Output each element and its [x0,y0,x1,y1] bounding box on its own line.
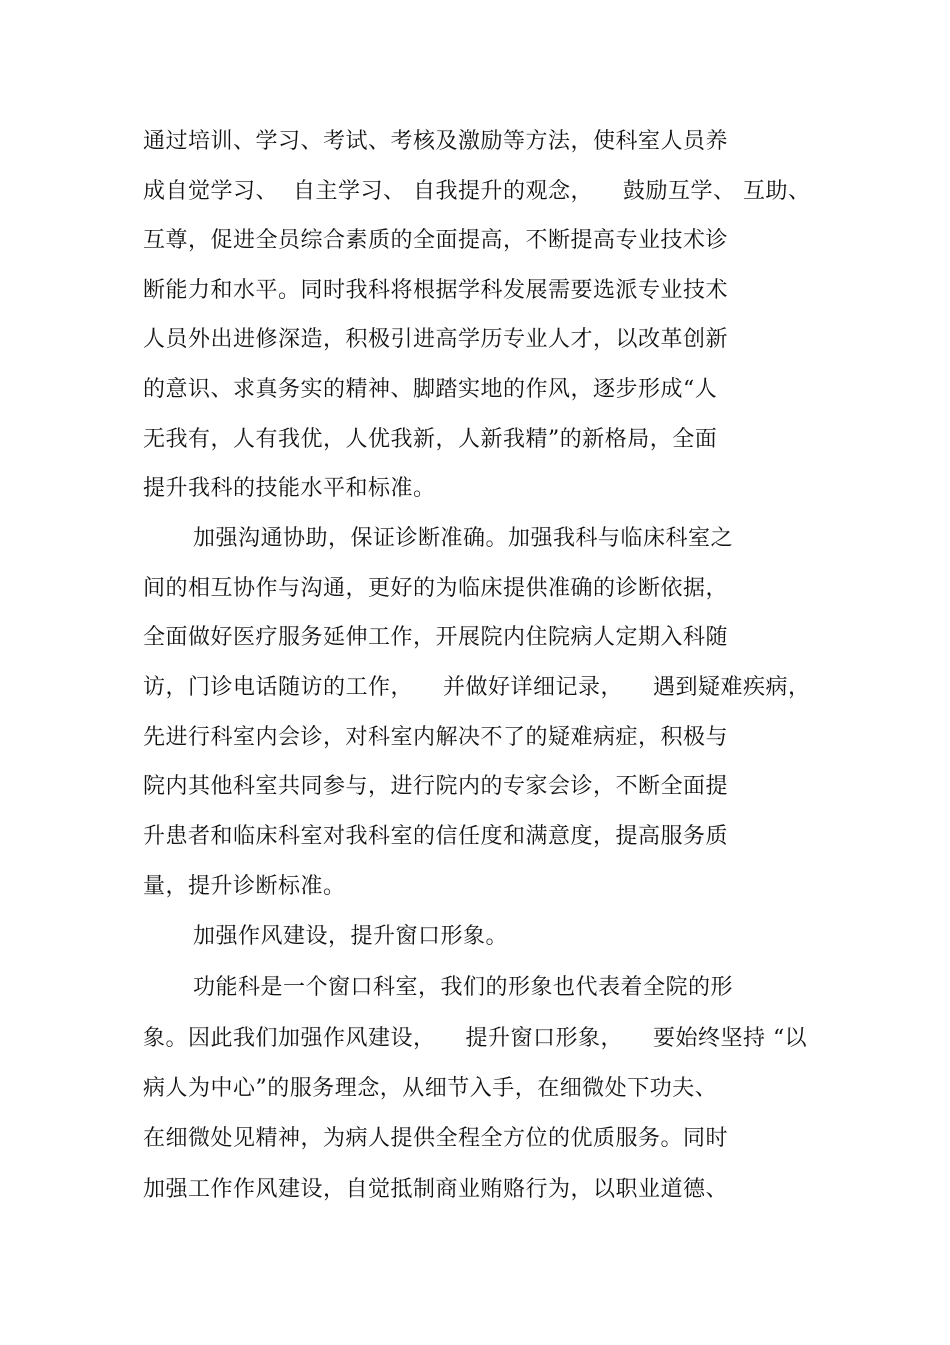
text-line: 全面做好医疗服务延伸工作，开展院内住院病人定期入科随 [143,625,729,650]
text-line: 间的相互协作与沟通，更好的为临床提供准确的诊断依据， [143,576,729,601]
text-line: 成自觉学习、 自主学习、 自我提升的观念， 鼓励互学、 互助、 [143,179,811,204]
text-line: 互尊，促进全员综合素质的全面提高，不断提高专业技术诊 [143,228,729,253]
text-line: 提升我科的技能水平和标准。 [143,476,436,501]
text-line: 病人为中心”的服务理念，从细节入手，在细微处下功夫、 [143,1076,718,1101]
text-line: 院内其他科室共同参与，进行院内的专家会诊，不断全面提 [143,774,729,799]
section-heading: 加强作风建设，提升窗口形象。 [193,924,509,949]
paragraph-start: 加强沟通协助，保证诊断准确。加强我科与临床科室之 [193,526,734,551]
text-line: 先进行科室内会诊，对科室内解决不了的疑难病症，积极与 [143,725,729,750]
text-line: 在细微处见精神，为病人提供全程全方位的优质服务。同时 [143,1126,729,1151]
text-line: 无我有，人有我优，人优我新，人新我精”的新格局，全面 [143,427,718,452]
text-line: 人员外出进修深造，积极引进高学历专业人才，以改革创新 [143,327,729,352]
text-line: 量，提升诊断标准。 [143,874,346,899]
text-line: 的意识、求真务实的精神、脚踏实地的作风，逐步形成“人 [143,377,718,402]
text-line: 象。因此我们加强作风建设， 提升窗口形象， 要始终坚持 “以 [143,1026,808,1051]
text-line: 访，门诊电话随访的工作， 并做好详细记录， 遇到疑难疾病， [143,675,811,700]
text-line: 断能力和水平。同时我科将根据学科发展需要选派专业技术 [143,278,729,303]
text-line: 通过培训、学习、考试、考核及激励等方法，使科室人员养 [143,129,729,154]
paragraph-start: 功能科是一个窗口科室，我们的形象也代表着全院的形 [193,975,734,1000]
text-line: 升患者和临床科室对我科室的信任度和满意度，提高服务质 [143,824,729,849]
text-line: 加强工作作风建设，自觉抵制商业贿赂行为，以职业道德、 [143,1177,729,1202]
